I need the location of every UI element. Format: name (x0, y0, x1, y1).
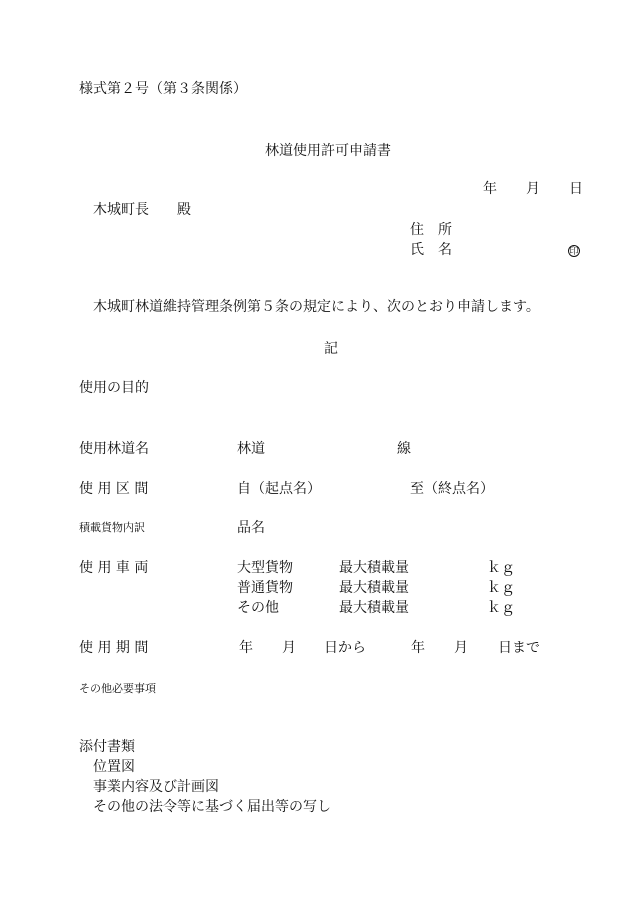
vehicles-label: 使 用 車 両 (79, 560, 149, 576)
form-number: 様式第２号（第３条関係） (79, 81, 247, 97)
period-start-month: 月 (282, 640, 296, 656)
period-end-day: 日まで (498, 640, 540, 656)
road-prefix: 林道 (237, 441, 265, 457)
intro-text: 木城町林道維持管理条例第５条の規定により、次のとおり申請します。 (93, 299, 540, 315)
name-label: 氏 名 (410, 242, 452, 258)
vehicle-load: 最大積載量 (339, 560, 409, 576)
attachments-label: 添付書類 (79, 739, 135, 755)
period-end-month: 月 (454, 640, 468, 656)
vehicle-unit: ｋｇ (487, 600, 515, 616)
section-from: 自（起点名） (237, 481, 321, 497)
address-label: 住 所 (410, 222, 452, 238)
purpose-label: 使用の目的 (79, 380, 149, 396)
addressee-honorific: 殿 (177, 202, 191, 218)
period-label: 使 用 期 間 (79, 640, 149, 656)
cargo-item: 品名 (237, 520, 265, 536)
vehicle-unit: ｋｇ (487, 560, 515, 576)
seal-mark (568, 243, 580, 257)
vehicle-type: その他 (237, 600, 279, 616)
cargo-label: 積載貨物内訳 (79, 521, 145, 534)
date-month: 月 (526, 181, 540, 197)
attachment-item: 位置図 (93, 759, 135, 775)
period-end-year: 年 (411, 640, 425, 656)
vehicle-unit: ｋｇ (487, 580, 515, 596)
section-to: 至（終点名） (410, 481, 494, 497)
vehicle-load: 最大積載量 (339, 580, 409, 596)
vehicle-type: 普通貨物 (237, 580, 293, 596)
period-start-year: 年 (239, 640, 253, 656)
vehicle-load: 最大積載量 (339, 600, 409, 616)
period-start-day: 日から (324, 640, 366, 656)
road-label: 使用林道名 (79, 441, 149, 457)
ki-heading: 記 (324, 341, 338, 357)
addressee-name: 木城町長 (93, 202, 149, 218)
attachment-item: その他の法令等に基づく届出等の写し (93, 799, 331, 815)
attachment-item: 事業内容及び計画図 (93, 779, 219, 795)
date-day: 日 (569, 181, 583, 197)
section-label: 使 用 区 間 (79, 481, 149, 497)
other-label: その他必要事項 (79, 682, 156, 695)
road-suffix: 線 (397, 441, 411, 457)
document-title: 林道使用許可申請書 (265, 143, 391, 159)
date-year: 年 (483, 181, 497, 197)
seal-mark-text: 印 (569, 247, 579, 257)
vehicle-type: 大型貨物 (237, 560, 293, 576)
